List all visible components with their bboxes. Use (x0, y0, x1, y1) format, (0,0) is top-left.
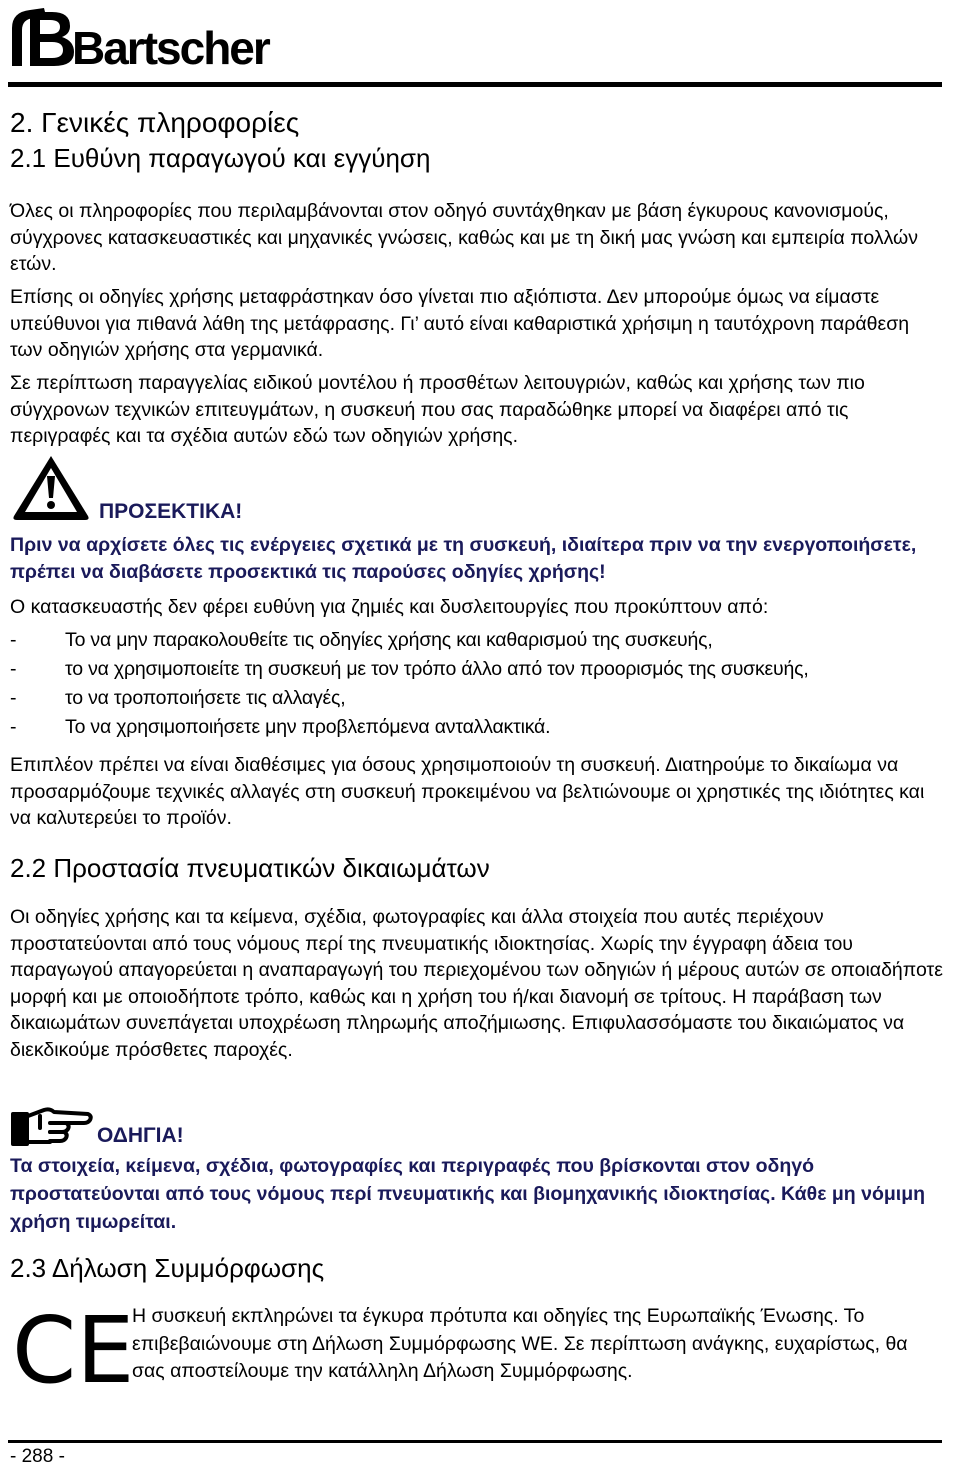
section-2-3-title: 2.3 Δήλωση Συμμόρφωσης (10, 1253, 325, 1283)
ce-mark-icon (12, 1297, 135, 1404)
logo-text: Bartscher (72, 22, 269, 74)
section-2-title: 2. Γενικές πληροφορίες (10, 107, 300, 138)
list-item (10, 684, 945, 713)
footer-rule (8, 1440, 942, 1443)
ce-mark-text: CE (12, 1297, 135, 1404)
list-item-text: το να τροποποιήσετε τις αλλαγές, (65, 687, 346, 709)
note-text: Τα στοιχεία, κείμενα, σχέδια, φωτογραφίες και περιγραφές που βρίσκονται στον οδηγό προστατεύονται από τους νόμους περί πνευματικής και βιομηχανικής ιδιοκτησίας. Κάθε μη νόμιμη χρήση τιμωρείται. (10, 1155, 926, 1233)
liability-paragraph-3: Σε περίπτωση παραγγελίας ειδικού μοντέλου ή προσθέτων λειτουγριών, καθώς και χρήσης των πιο σύγχρονων τεχνικών επιτευγμάτων, η συσκευή που σας παραδώθηκε μπορεί να διαφέρει από τις περιγραφές και τα σχέδια αυτών εδώ των οδηγιών χρήσης. (10, 372, 865, 447)
note-title: ΟΔΗΓΙΑ! (97, 1124, 184, 1147)
list-item-text: Το να χρησιμοποιήσετε μην προβλεπόμενα ανταλλακτικά. (65, 716, 551, 738)
header-rule (8, 82, 942, 87)
conformity-text: Η συσκευή εκπληρώνει τα έγκυρα πρότυπα και οδηγίες της Ευρωπαϊκής Ένωσης. Το επιβεβαιώνουμε στη Δήλωση Συμμόρφωσης WE. Σε περίπτωση ανάγκης, ευχαρίστως, θα σας αποστείλουμε την κατάλληλη Δήλωση Συμμόρφωσης. (132, 1305, 908, 1382)
list-item-text: το να χρησιμοποιείτε τη συσκευή με τον τρόπο άλλο από τον προορισμός της συσκευής, (65, 658, 809, 680)
copyright-paragraph: Οι οδηγίες χρήσης και τα κείμενα, σχέδια, φωτογραφίες και άλλα στοιχεία που αυτές περιέχουν προστατεύονται από τους νόμους περί της πνευματικής ιδιοκτησίας. Χωρίς την έγγραφη άδεια του παραγωγού απαγορεύεται η αναπαραγωγή του περιεχομένου των οδηγιών ή μέρους αυτών σε οποιαδήποτε μορφή και με οποιοδήποτε τρόπο, καθώς και η χρήση του ή/και διανομή σε τρίτους. Η παράβαση των δικαιωμάτων συνεπάγεται υποχρέωση πληρωμής αποζήμιωσης. Επιφυλασσόμαστε του δικαιώματος να διεκδικούμε πρόσθετες παροχές. (10, 906, 943, 1061)
liability-paragraph-4: Επιπλέον πρέπει να είναι διαθέσιμες για όσους χρησιμοποιούν τη συσκευή. Διατηρούμε το δικαίωμα να προσαρμόζουμε τεχνικές αλλαγές στη συσκευή προκειμένου να βελτιώνουμε οι χρηστικές της ιδιότητες και να καλυτερεύει το προϊόν. (10, 754, 925, 829)
pointing-hand-icon (10, 1104, 94, 1148)
section-2-2-title: 2.2 Προστασία πνευματικών δικαιωμάτων (10, 853, 490, 883)
list-item-text: Το να μην παρακολουθείτε τις οδηγίες χρήσης και καθαρισμού της συσκευής, (65, 629, 713, 651)
list-dash: - (10, 687, 17, 709)
section-2-1-title: 2.1 Ευθύνη παραγωγού και εγγύηση (10, 143, 431, 173)
liability-intro: Ο κατασκευαστής δεν φέρει ευθύνη για ζημιές και δυσλειτουργίες που προκύπτουν από: (10, 596, 769, 618)
warning-text: Πριν να αρχίσετε όλες τις ενέργειες σχετικά με τη συσκευή, ιδιαίτερα πριν να την ενεργοποιήσετε, πρέπει να διαβάσετε προσεκτικά τις παρούσες οδηγίες χρήσης! (10, 534, 917, 583)
liability-list (10, 626, 945, 742)
warning-title: ΠΡΟΣΕΚΤΙΚΑ! (99, 500, 243, 523)
liability-paragraph-1: Όλες οι πληροφορίες που περιλαμβάνονται στον οδηγό συντάχθηκαν με βάση έγκυρους κανονισμούς, σύγχρονες κατασκευαστικές και μηχανικές γνώσεις, καθώς και με τη δική μας γνώση και εμπειρία πολλών ετών. (10, 200, 919, 275)
liability-paragraph-2: Επίσης οι οδηγίες χρήσης μεταφράστηκαν όσο γίνεται πιο αξιόπιστα. Δεν μπορούμε όμως να είμαστε υπεύθυνοι για πιθανά λάθη της μετάφρασης. Γι’ αυτό είναι καθαριστικά χρήσιμη η ταυτόχρονη παράθεση των οδηγιών χρήσης στα γερμανικά. (10, 286, 910, 361)
list-item (10, 713, 945, 742)
list-item (10, 655, 945, 684)
bartscher-logo (8, 4, 269, 74)
page-number: - 288 - (10, 1446, 65, 1467)
list-item (10, 626, 945, 655)
list-dash: - (10, 658, 17, 680)
warning-triangle-icon (10, 452, 92, 522)
list-dash: - (10, 629, 17, 651)
list-dash: - (10, 716, 17, 738)
